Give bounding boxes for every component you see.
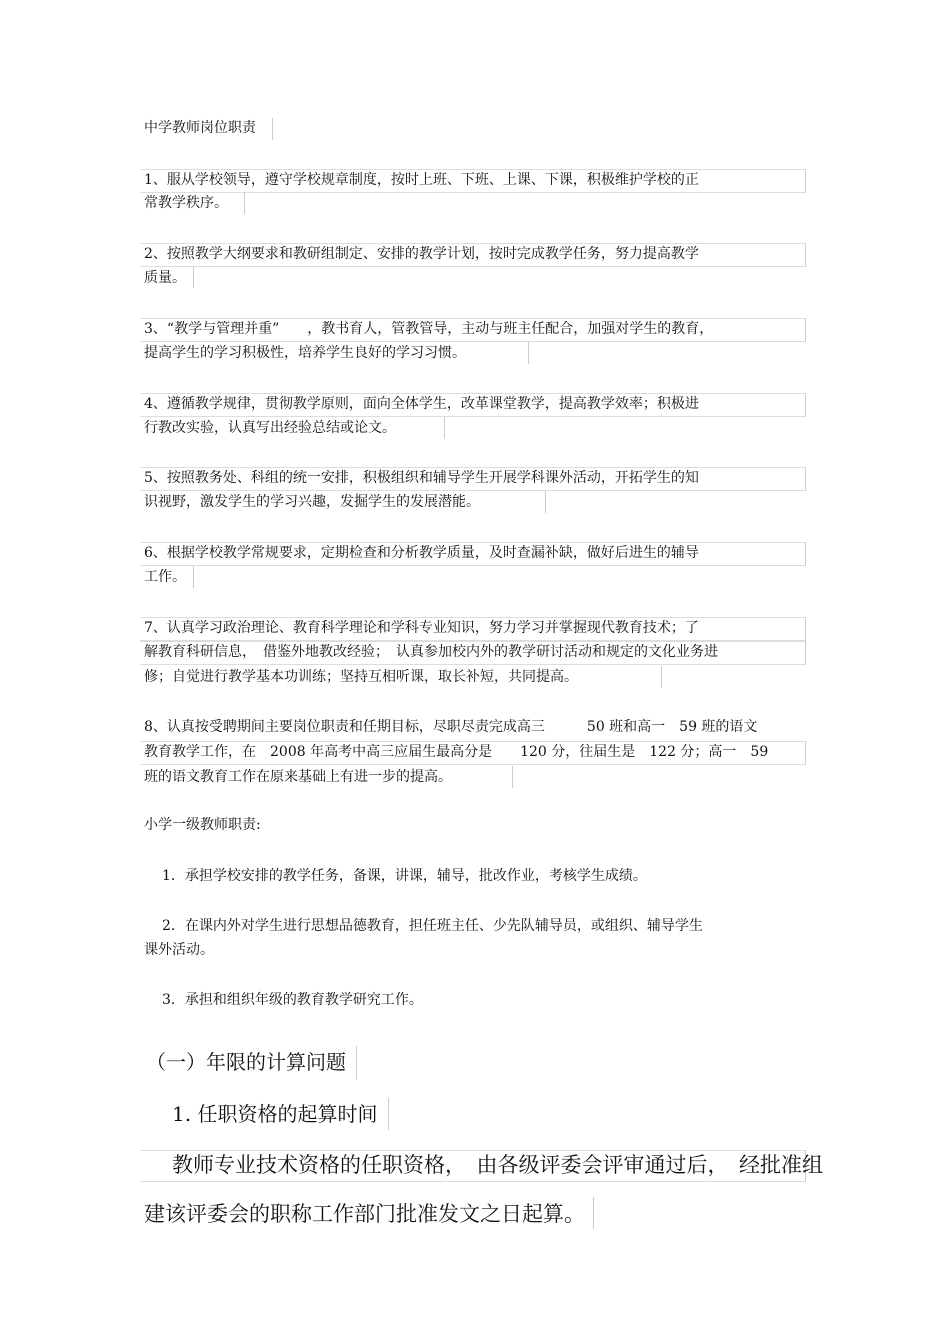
list-item-line: 2．在课内外对学生进行思想品德教育，担任班主任、少先队辅导员，或组织、辅导学生 [162, 918, 703, 934]
list-item-line: 质量。 [144, 270, 186, 286]
list-item-line: 常教学秩序。 [144, 195, 228, 211]
list-item-line: 提高学生的学习积极性，培养学生良好的学习习惯。 [144, 345, 466, 361]
page-title: 中学教师岗位职责 [144, 120, 256, 136]
list-item-line: 1、服从学校领导，遵守学校规章制度，按时上班、下班、上课、下课，积极维护学校的正 [144, 172, 699, 188]
section-title: 小学一级教师职责: [144, 817, 261, 833]
list-item-line: 行教改实验，认真写出经验总结或论文。 [144, 420, 396, 436]
list-item-line: 5、按照教务处、科组的统一安排，积极组织和辅导学生开展学科课外活动，开拓学生的知 [144, 470, 699, 486]
list-item-line: 4、遵循教学规律，贯彻教学原则，面向全体学生，改革课堂教学，提高教学效率；积极进 [144, 396, 699, 412]
sub-heading: 1. 任职资格的起算时间 [172, 1102, 378, 1126]
list-item-line: 课外活动。 [144, 942, 214, 958]
list-item-line: 3、“教学与管理并重” ，教书育人，管教管导，主动与班主任配合，加强对学生的教育， [144, 321, 714, 337]
list-item-line: 2、按照教学大纲要求和教研组制定、安排的教学计划，按时完成教学任务，努力提高教学 [144, 246, 699, 262]
list-item-line: 7、认真学习政治理论、教育科学理论和学科专业知识，努力学习并掌握现代教育技术；了 [144, 620, 699, 636]
section-heading: （一）年限的计算问题 [146, 1050, 346, 1074]
paragraph-line: 教师专业技术资格的任职资格， 由各级评委会评审通过后， 经批准组 [172, 1153, 823, 1177]
list-item-line: 解教育科研信息， 借鉴外地教改经验； 认真参加校内外的教学研讨活动和规定的文化业务进 [144, 644, 718, 660]
list-item-line: 8、认真按受聘期间主要岗位职责和任期目标，尽职尽责完成高三 50 班和高一 59 班的语文 [144, 719, 758, 735]
list-item-line: 1．承担学校安排的教学任务，备课，讲课，辅导，批改作业，考核学生成绩。 [162, 868, 647, 884]
list-item-line: 工作。 [144, 569, 186, 585]
list-item-line: 识视野，激发学生的学习兴趣，发掘学生的发展潜能。 [144, 494, 480, 510]
paragraph-line: 建该评委会的职称工作部门批准发文之日起算。 [144, 1202, 585, 1226]
list-item-line: 3．承担和组织年级的教育教学研究工作。 [162, 992, 423, 1008]
list-item-line: 6、根据学校教学常规要求，定期检查和分析教学质量，及时查漏补缺，做好后进生的辅导 [144, 545, 699, 561]
list-item-line: 教育教学工作，在 2008 年高考中高三应届生最高分是 120 分，往届生是 122 分；高一 59 [144, 744, 769, 760]
list-item-line: 班的语文教育工作在原来基础上有进一步的提高。 [144, 769, 452, 785]
list-item-line: 修；自觉进行教学基本功训练；坚持互相听课，取长补短，共同提高。 [144, 669, 578, 685]
